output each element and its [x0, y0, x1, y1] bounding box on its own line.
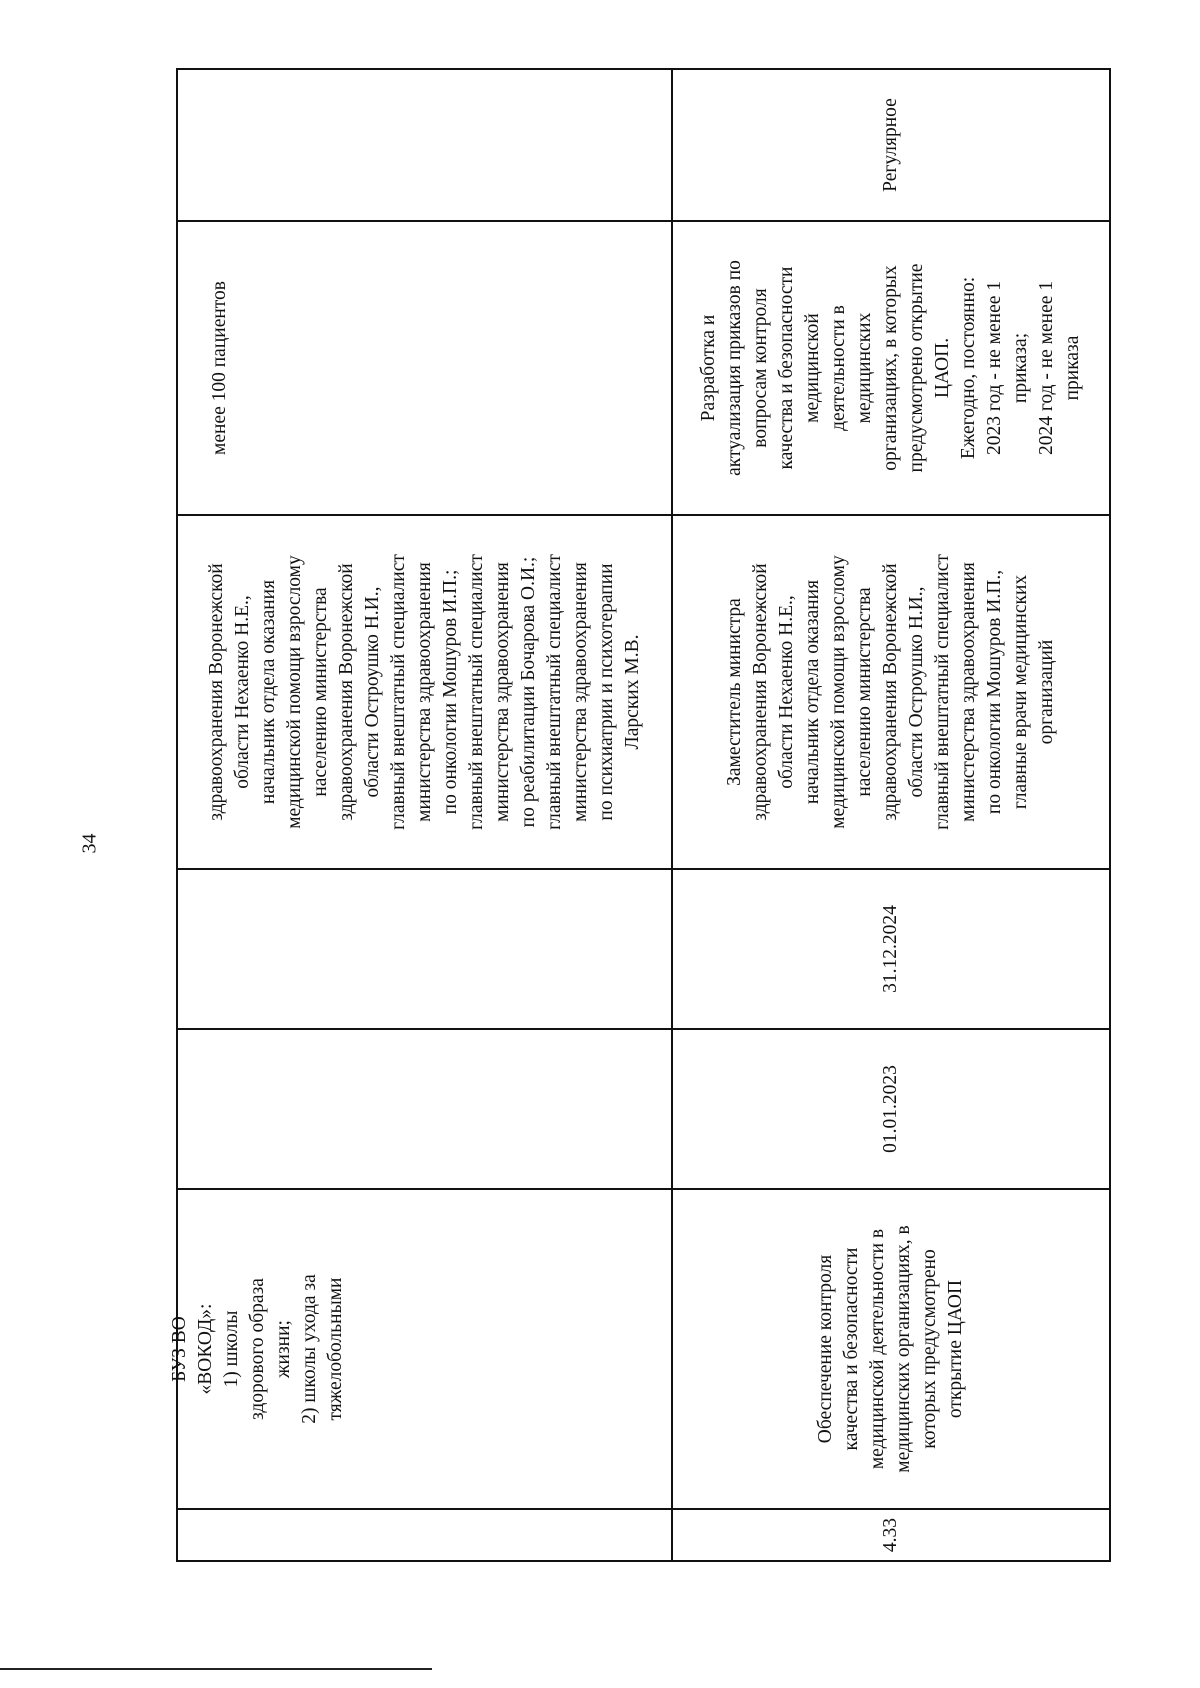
- footer-rule: [0, 1668, 432, 1670]
- row1-num-cell: [178, 1510, 671, 1560]
- row2-num-cell: [673, 1510, 1109, 1560]
- row2-result: Разработка и актуализация приказов по вопросам контроля качества и безопасности медицинской деятельности в медицинских организациях, в которых предусмотрено открытие ЦАОП. Ежегодно, постоянно: 2023 год - не менее 1 приказа; 2024 год - не менее 1 приказа: [697, 260, 1083, 476]
- row2-type-cell: [673, 70, 1109, 220]
- row2-end-cell: [673, 870, 1109, 1028]
- row1-event: БУЗ ВО «ВОКОД»: 1) школы здорового образа жизни; 2) школы ухода за тяжелобольными: [169, 1274, 346, 1424]
- row1-result: менее 100 пациентов: [209, 280, 231, 456]
- row2-num: 4.33: [880, 1517, 901, 1553]
- row2-start-cell: [673, 1030, 1109, 1188]
- row2-type: Регулярное: [879, 98, 901, 192]
- row2-event-cell: [673, 1190, 1109, 1508]
- table-border-right: [1109, 68, 1111, 1562]
- row2-event: Обеспечение контроля качества и безопасности медицинской деятельности в медицинских организациях, в которых предусмотрено открытие ЦАОП: [815, 1225, 966, 1473]
- row2-start: 01.01.2023: [880, 1065, 901, 1153]
- activities-table: [169, 68, 1111, 1562]
- row1-end-cell: [178, 870, 671, 1028]
- row1-responsible-cell: [178, 516, 671, 868]
- row1-result-cell: [190, 222, 250, 514]
- row1-event-cell: [169, 1190, 346, 1508]
- row1-type-cell: [178, 70, 671, 220]
- row2-responsible-cell: [673, 516, 1109, 868]
- table-border-bottom: [176, 1560, 1111, 1562]
- row2-end: 31.12.2024: [880, 905, 901, 993]
- row1-responsible: здравоохранения Воронежской области Нехаенко Н.Е., начальник отдела оказания медицинской помощи взрослому населению министерства здравоохранения Воронежской области Остроушко Н.И., главный внештатный специалист министерства здравоохранения по онкологии Мошуров И.П.; главный внештатный специалист министерства здравоохранения по реабилитации Бочарова О.И.; главный внештатный специалист министерства здравоохранения по психиатрии и психотерапии Ларских М.В.: [205, 554, 643, 830]
- row2-responsible: Заместитель министра здравоохранения Воронежской области Нехаенко Н.Е., начальник отдела оказания медицинской помощи взрослому населению министерства здравоохранения Воронежской области Остроушко Н.И., главный внештатный специалист министерства здравоохранения по онкологии Мошуров И.П., главные врачи медицинских организаций: [723, 554, 1057, 830]
- row2-result-cell: [673, 222, 1109, 514]
- page-number: 34: [78, 833, 101, 854]
- row1-start-cell: [178, 1030, 671, 1188]
